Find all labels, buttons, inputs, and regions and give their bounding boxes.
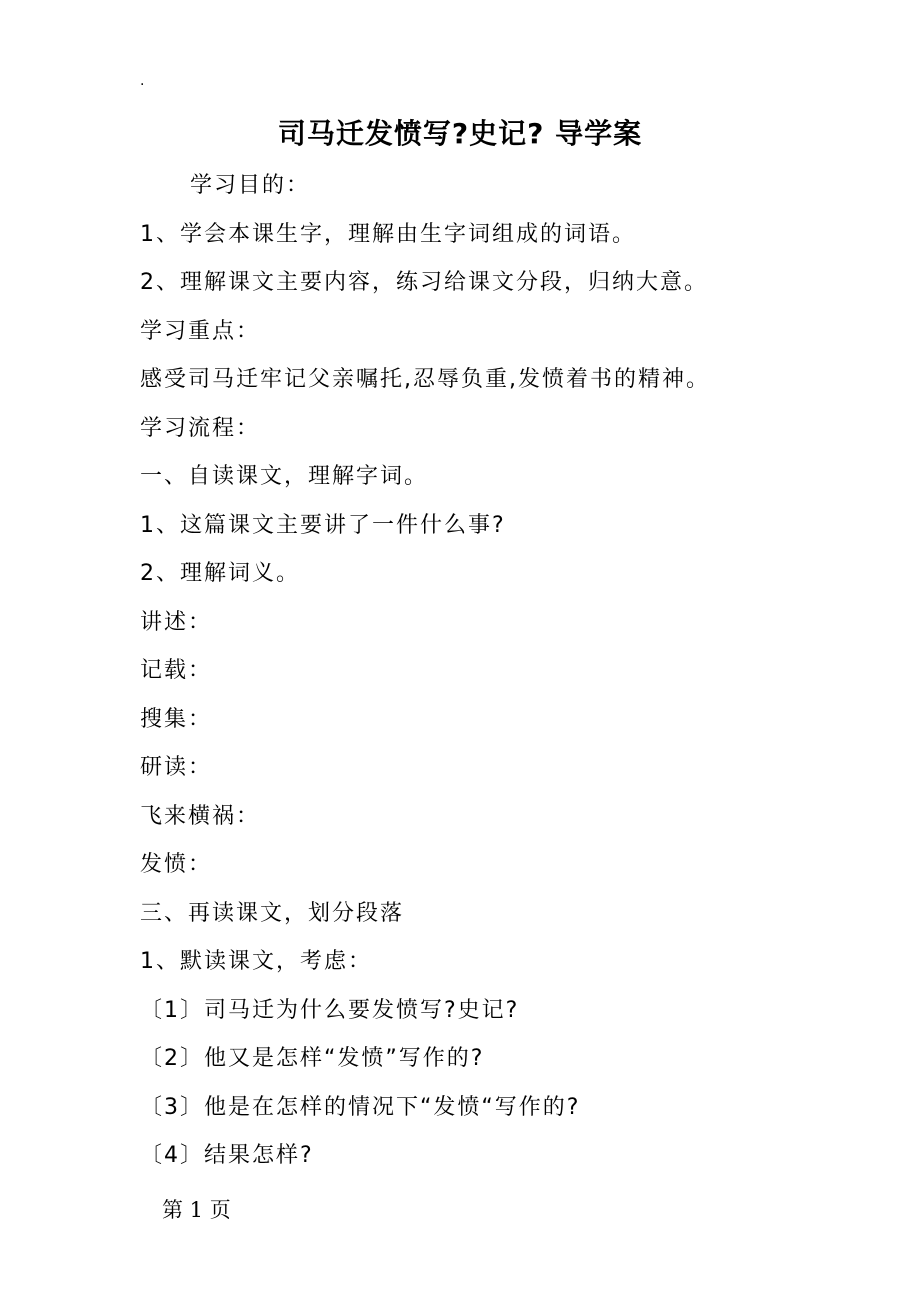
key-point-text: 感受司马迁牢记父亲嘱托,忍辱负重,发愤着书的精神。 xyxy=(140,367,710,392)
question-item: 1、默读课文，考虑： xyxy=(140,949,372,974)
objective-item: 2、理解课文主要内容，练习给课文分段，归纳大意。 xyxy=(140,270,708,295)
vocabulary-item: 搜集： xyxy=(140,706,213,732)
section-heading-key-points: 学习重点： xyxy=(140,318,261,344)
section-heading-process: 学习流程： xyxy=(140,415,261,441)
subquestion-item: 〔4〕结果怎样? xyxy=(140,1143,314,1168)
document-body xyxy=(140,162,860,1181)
vocabulary-item: 讲述： xyxy=(140,609,213,635)
objective-item: 1、学会本课生字，理解由生字词组成的词语。 xyxy=(140,221,636,247)
document-title: 司马迁发愤写?史记? 导学案 xyxy=(277,117,643,150)
page-number: 第 1 页 xyxy=(162,1198,231,1222)
header-dot: . xyxy=(140,73,145,89)
question-item: 1、这篇课文主要讲了一件什么事? xyxy=(140,512,506,538)
vocabulary-item: 记载： xyxy=(140,658,213,683)
question-item: 2、理解词义。 xyxy=(140,561,300,586)
subquestion-item: 〔2〕他又是怎样“发愤”写作的? xyxy=(140,1046,485,1071)
subquestion-item: 〔1〕司马迁为什么要发愤写?史记? xyxy=(140,997,520,1023)
vocabulary-item: 研读： xyxy=(140,755,213,780)
process-step-heading: 三、再读课文，划分段落 xyxy=(140,900,405,926)
process-step-heading: 一、自读课文，理解字词。 xyxy=(140,464,429,489)
section-heading-objectives: 学习目的： xyxy=(190,173,311,198)
subquestion-item: 〔3〕他是在怎样的情况下“发愤“写作的? xyxy=(140,1094,581,1120)
vocabulary-item: 发愤： xyxy=(140,852,213,877)
vocabulary-item: 飞来横祸： xyxy=(140,803,261,829)
